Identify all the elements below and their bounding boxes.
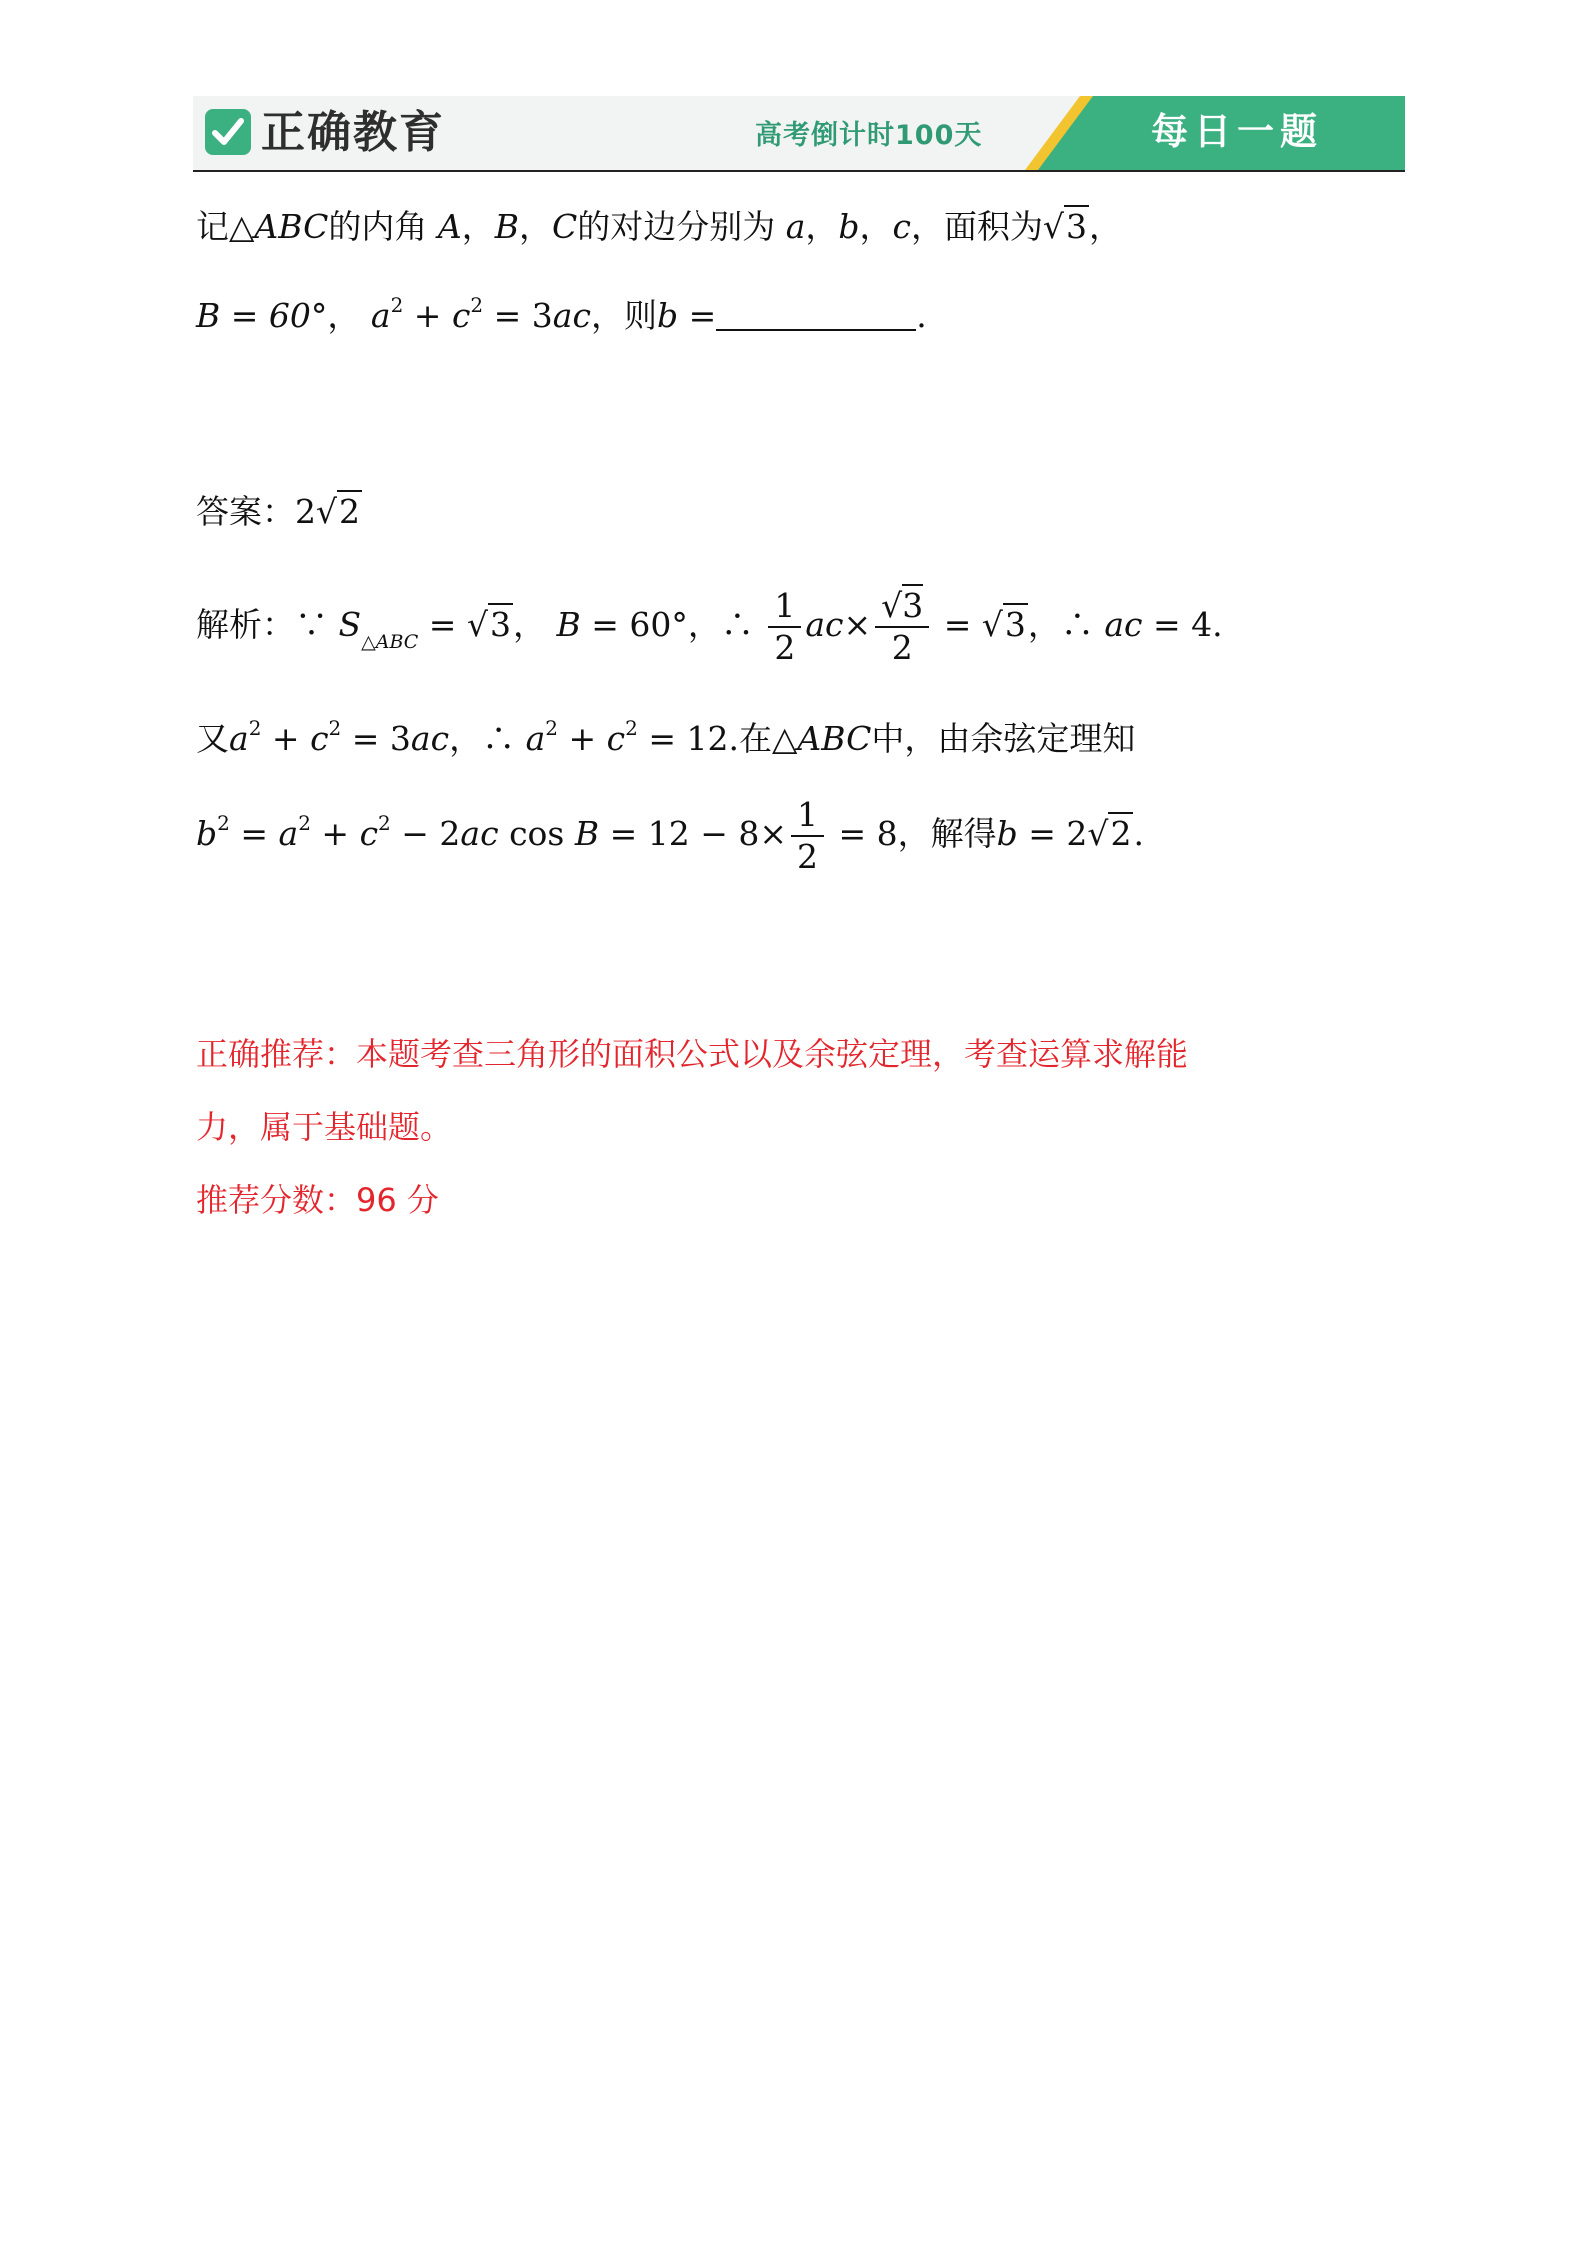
fraction-root3-over-2: $\frac{√3}{2}$ xyxy=(875,586,929,668)
header-divider xyxy=(193,170,1405,172)
recommend-line-2: 力，属于基础题。 xyxy=(196,1108,453,1146)
question-line-1: 记△ABC的内角 A，B，C的对边分别为 a，b，c，面积为√3， xyxy=(196,207,1123,246)
recommend-line-1: 正确推荐：本题考查三角形的面积公式以及余弦定理，考查运算求解能 xyxy=(196,1035,1189,1073)
analysis-line-1: 解析：∵ $S_{\triangle ABC} = √3$， B = 60°，∴ $\frac{1}{2}$ ac× $\frac{√3}{2}$ = √3，∴ ac = 4. xyxy=(196,586,1223,667)
recommend-score: 推荐分数：96 分 xyxy=(196,1181,439,1219)
brand-name: 正确教育 xyxy=(261,107,445,158)
analysis-line-2: 又$a^2 + c^2 = 3ac$，∴ $a^2 + c^2 = 12$.在△ABC中，由余弦定理知 xyxy=(196,716,1136,758)
answer-blank xyxy=(716,299,916,331)
daily-question-label: 每日一题 xyxy=(1151,110,1323,153)
header-bar xyxy=(193,96,1405,172)
question-line-2: B = 60°， $a^2 + c^2 = 3ac$，则b = . xyxy=(196,293,927,335)
fraction-one-half: $\frac{1}{2}$ xyxy=(768,586,801,668)
check-icon xyxy=(205,109,251,155)
countdown-text: 高考倒计时100天 xyxy=(755,120,983,151)
analysis-line-3: $b^2 = a^2 + c^2 - 2ac$ cos B = 12 − 8× $\frac{1}{2}$ = 8，解得b = 2√2. xyxy=(196,795,1144,876)
fraction-one-half-2: $\frac{1}{2}$ xyxy=(791,795,824,877)
answer-line: 答案：2√2 xyxy=(196,492,361,531)
